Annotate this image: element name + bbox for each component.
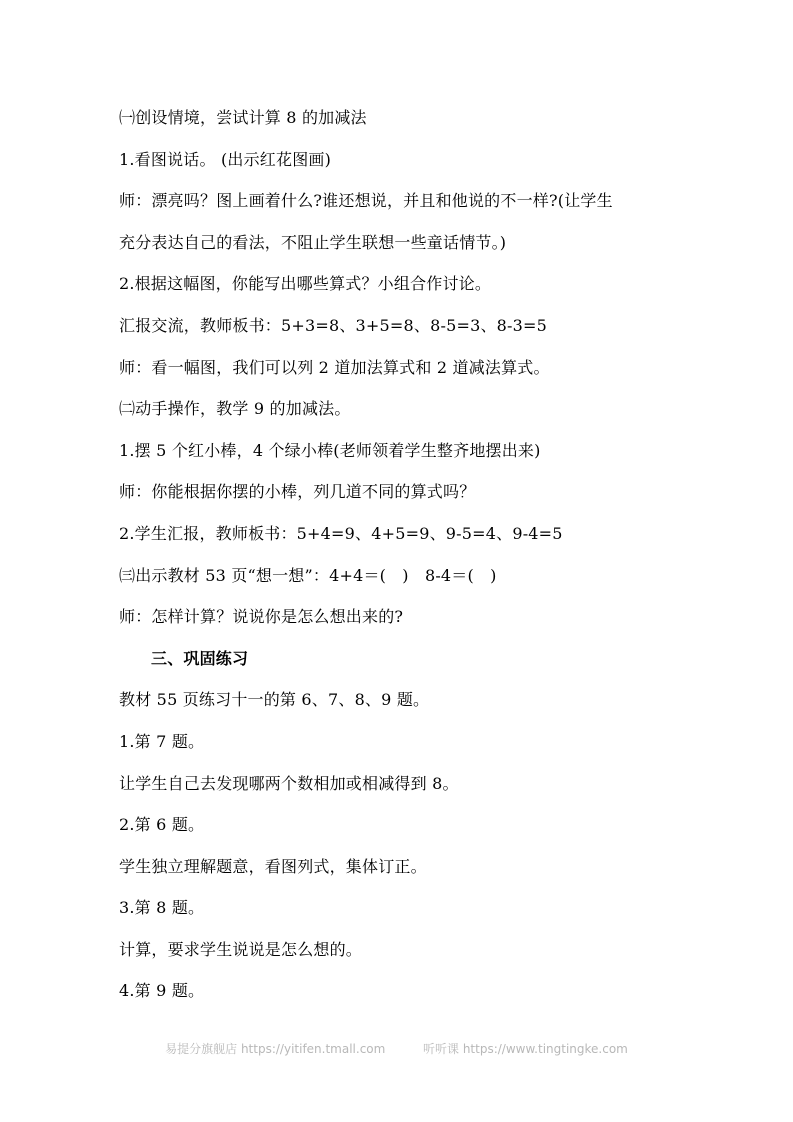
paragraph-line: 师：你能根据你摆的小棒，列几道不同的算式吗？ bbox=[119, 482, 476, 502]
section-3-heading: ㈢出示教材 53 页“想一想”：4+4＝( ) 8-4＝( ) bbox=[119, 565, 497, 585]
paragraph-line: 师：看一幅图，我们可以列 2 道加法算式和 2 道减法算式。 bbox=[119, 357, 550, 377]
paragraph-line: 教材 55 页练习十一的第 6、7、8、9 题。 bbox=[119, 690, 430, 710]
footer-shop-link[interactable]: 易提分旗舰店 https://yitifen.tmall.com bbox=[165, 1042, 386, 1056]
section-2-heading: ㈡动手操作，教学 9 的加减法。 bbox=[119, 399, 351, 419]
section-1-heading: ㈠创设情境，尝试计算 8 的加减法 bbox=[119, 108, 367, 127]
paragraph-line: 1.看图说话。 (出示红花图画) bbox=[119, 149, 332, 169]
paragraph-line: 3.第 8 题。 bbox=[119, 898, 205, 918]
paragraph-line: 师：漂亮吗？图上画着什么?谁还想说，并且和他说的不一样?(让学生 bbox=[119, 191, 613, 211]
paragraph-line: 学生独立理解题意，看图列式，集体订正。 bbox=[119, 856, 427, 876]
page-footer bbox=[0, 1040, 793, 1057]
paragraph-line: 充分表达自己的看法，不阻止学生联想一些童话情节。) bbox=[119, 232, 507, 252]
paragraph-line: 1.摆 5 个红小棒，4 个绿小棒(老师领着学生整齐地摆出来) bbox=[119, 440, 541, 460]
paragraph-line: 师：怎样计算？说说你是怎么想出来的? bbox=[119, 607, 404, 627]
paragraph-line: 1.第 7 题。 bbox=[119, 731, 205, 751]
paragraph-line: 计算，要求学生说说是怎么想的。 bbox=[119, 939, 363, 959]
part-three-heading: 三、巩固练习 bbox=[151, 648, 249, 668]
paragraph-line: 汇报交流，教师板书：5+3=8、3+5=8、8-5=3、8-3=5 bbox=[119, 315, 548, 335]
paragraph-line: 4.第 9 题。 bbox=[119, 981, 205, 1001]
paragraph-line: 2.第 6 题。 bbox=[119, 815, 205, 835]
paragraph-line: 让学生自己去发现哪两个数相加或相减得到 8。 bbox=[119, 773, 459, 793]
paragraph-line: 2.学生汇报，教师板书：5+4=9、4+5=9、9-5=4、9-4=5 bbox=[119, 523, 563, 543]
document-body bbox=[119, 97, 689, 1012]
footer-site-link[interactable]: 听听课 https://www.tingtingke.com bbox=[423, 1042, 628, 1056]
paragraph-line: 2.根据这幅图，你能写出哪些算式？小组合作讨论。 bbox=[119, 274, 492, 294]
